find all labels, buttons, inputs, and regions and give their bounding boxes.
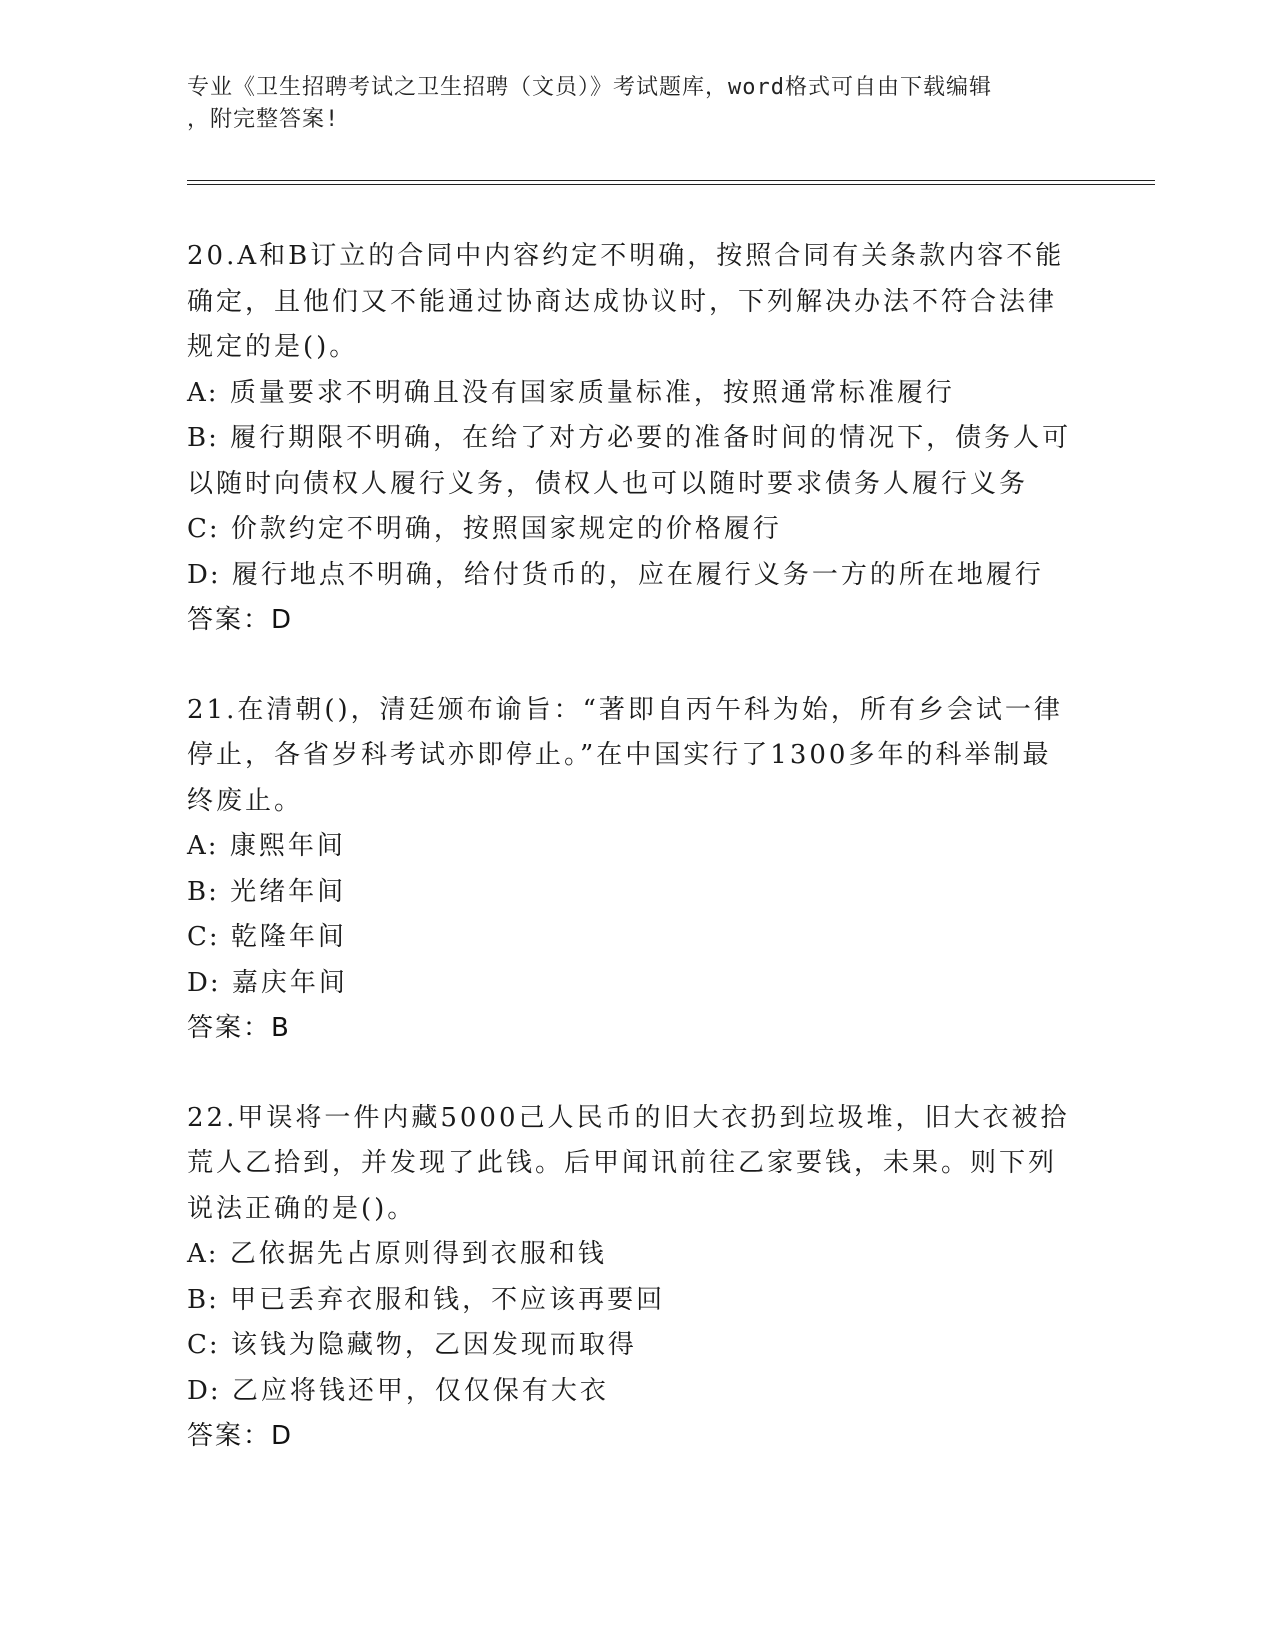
option-label: D: xyxy=(187,559,221,590)
header-divider-top xyxy=(187,180,1155,181)
option-text: 光绪年间 xyxy=(230,876,347,907)
option-label: C: xyxy=(187,922,220,952)
option-c xyxy=(187,507,1082,553)
option-label: B: xyxy=(187,423,219,453)
option-b xyxy=(187,1278,1082,1324)
stem-line: 20.A和B订立的合同中内容约定不明确，按照合同有关条款内容不能 xyxy=(187,241,1065,271)
question-stem xyxy=(187,688,1082,825)
stem-line: 荒人乙拾到，并发现了此钱。后甲闻讯前往乙家要钱，未果。则下列 xyxy=(187,1148,1058,1178)
option-text: 乾隆年间 xyxy=(230,922,347,952)
option-d xyxy=(187,553,1082,599)
question-stem xyxy=(187,1096,1082,1233)
question-list xyxy=(187,234,1082,1504)
option-label: D: xyxy=(187,1375,221,1406)
header-divider-bottom xyxy=(187,184,1155,185)
stem-line: 22.甲误将一件内藏5000己人民币的旧大衣扔到垃圾堆，旧大衣被拾 xyxy=(187,1102,1070,1133)
option-text: 履行地点不明确，给付货币的，应在履行义务一方的所在地履行 xyxy=(231,559,1044,590)
option-c xyxy=(187,1323,1082,1369)
option-text: 质量要求不明确且没有国家质量标准，按照通常标准履行 xyxy=(229,377,955,408)
stem-line: 规定的是()。 xyxy=(187,332,359,362)
option-text: 甲已丢弃衣服和钱，不应该再要回 xyxy=(230,1284,666,1315)
stem-line: 停止，各省岁科考试亦即停止。”在中国实行了1300多年的科举制最 xyxy=(187,740,1052,770)
option-text: 乙应将钱还甲，仅仅保有大衣 xyxy=(231,1375,609,1406)
option-text: 价款约定不明确，按照国家规定的价格履行 xyxy=(230,514,782,544)
stem-line: 确定，且他们又不能通过协商达成协议时，下列解决办法不符合法律 xyxy=(187,286,1058,317)
answer-line: 答案：D xyxy=(187,605,294,635)
header-line-2: ，附完整答案! xyxy=(187,107,340,132)
option-text: 履行期限不明确，在给了对方必要的准备时间的情况下，债务人可 xyxy=(230,423,1072,453)
answer-line: 答案：B xyxy=(187,1013,291,1043)
question-22 xyxy=(187,1096,1082,1460)
option-d xyxy=(187,961,1082,1007)
option-d xyxy=(187,1369,1082,1415)
option-a xyxy=(187,1232,1082,1278)
question-20 xyxy=(187,234,1082,644)
option-label: C: xyxy=(187,1330,220,1360)
option-text: 嘉庆年间 xyxy=(231,967,348,998)
option-label: A: xyxy=(187,831,219,861)
option-b xyxy=(187,416,1082,507)
question-stem xyxy=(187,234,1082,371)
answer-line: 答案：D xyxy=(187,1421,294,1451)
option-c xyxy=(187,915,1082,961)
option-label: A: xyxy=(187,1239,219,1269)
option-text: 乙依据先占原则得到衣服和钱 xyxy=(229,1239,607,1269)
stem-line: 说法正确的是()。 xyxy=(187,1193,417,1224)
option-text: 该钱为隐藏物，乙因发现而取得 xyxy=(230,1330,637,1360)
option-b xyxy=(187,870,1082,916)
option-label: A: xyxy=(187,377,219,408)
option-a xyxy=(187,824,1082,870)
option-text-continued: 以随时向债权人履行义务，债权人也可以随时要求债务人履行义务 xyxy=(187,468,1029,499)
stem-line: 终废止。 xyxy=(187,785,304,816)
option-a xyxy=(187,371,1082,417)
option-label: C: xyxy=(187,514,220,544)
question-21 xyxy=(187,688,1082,1052)
stem-line: 21.在清朝()，清廷颁布谕旨：“著即自丙午科为始，所有乡会试一律 xyxy=(187,694,1063,725)
option-text: 康熙年间 xyxy=(229,831,346,861)
document-header xyxy=(187,72,1067,136)
option-label: B: xyxy=(187,876,219,907)
header-line-1: 专业《卫生招聘考试之卫生招聘（文员）》考试题库，word格式可自由下载编辑 xyxy=(187,75,992,100)
option-label: D: xyxy=(187,967,221,998)
option-label: B: xyxy=(187,1284,219,1315)
